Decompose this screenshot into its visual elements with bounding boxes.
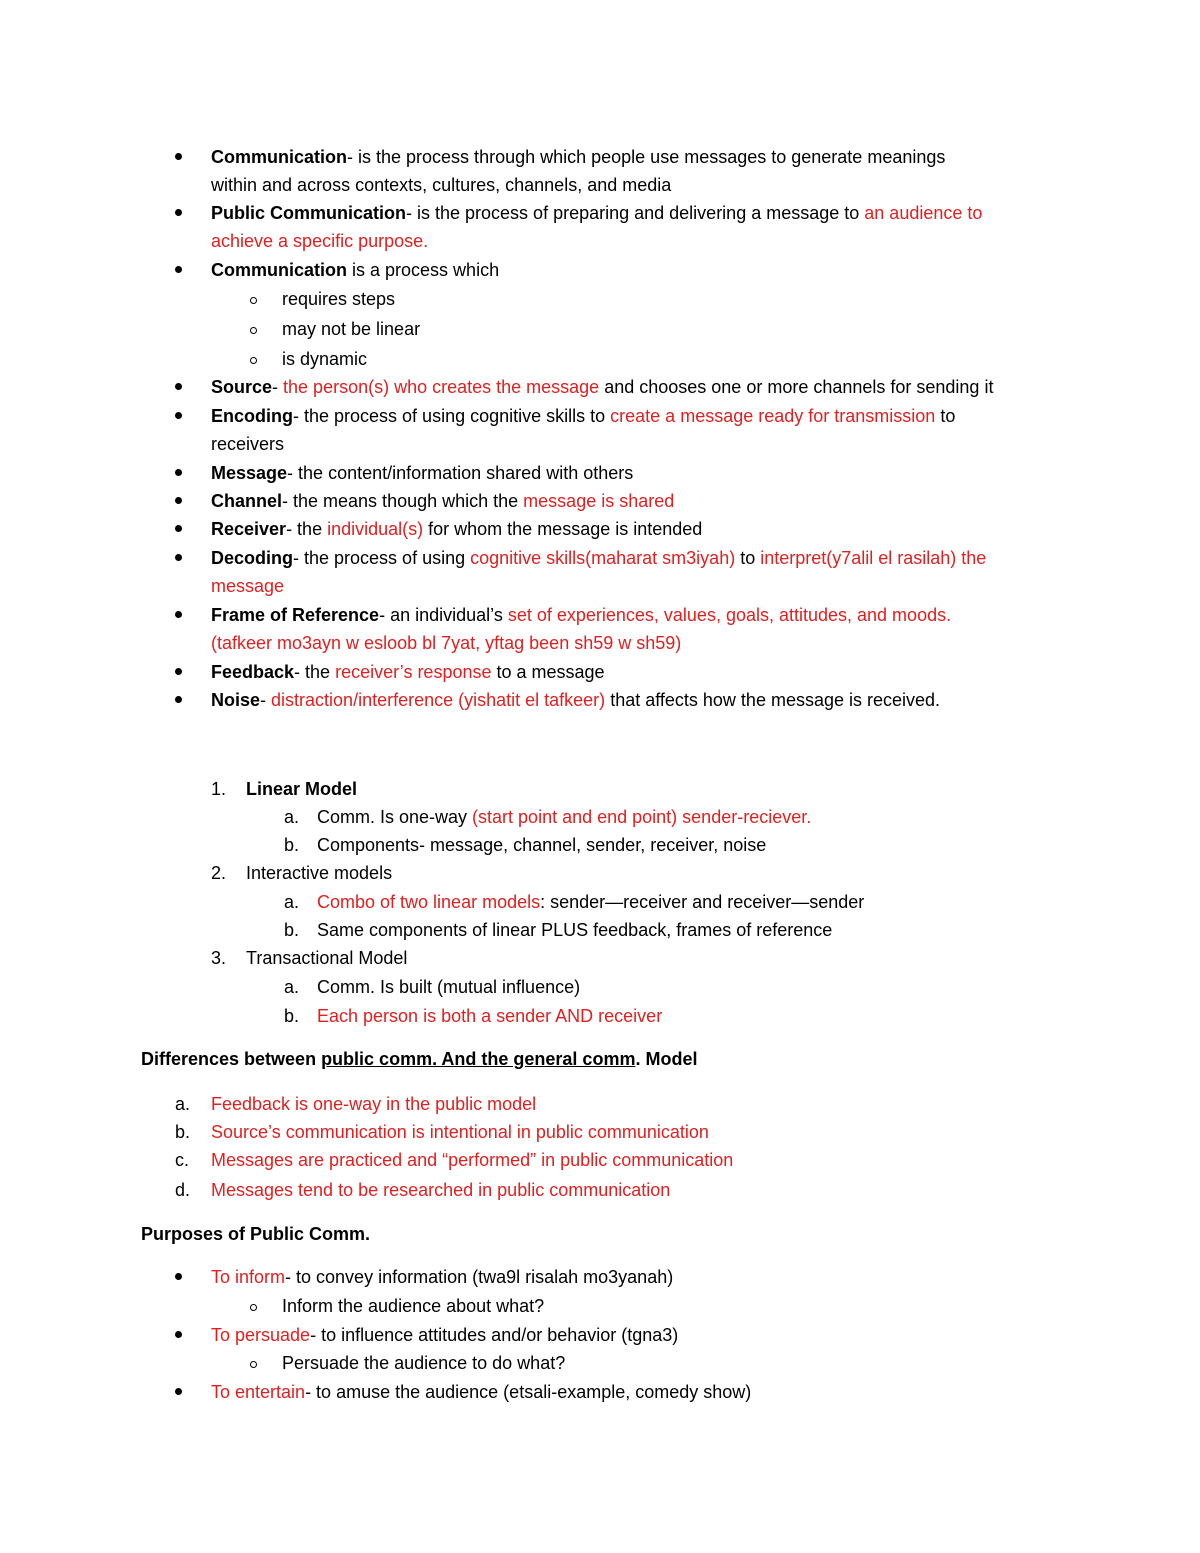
text-run: : sender—receiver and receiver—sender — [540, 892, 865, 912]
text-run: the person(s) who creates the message — [283, 377, 600, 397]
circle-bullet-icon — [250, 1361, 257, 1368]
sub-list-item — [282, 347, 367, 375]
list-item — [211, 145, 945, 173]
differences-heading — [141, 1047, 697, 1075]
text-run: Inform the audience about what? — [282, 1296, 545, 1316]
text-run: Frame of Reference — [211, 605, 380, 625]
list-marker: a. — [284, 807, 300, 827]
text-run: To entertain — [211, 1382, 306, 1402]
purpose-sub-item — [282, 1351, 565, 1379]
bullet-icon — [175, 412, 182, 419]
list-marker: b. — [284, 920, 300, 940]
text-run: Channel — [211, 491, 283, 511]
bullet-icon — [175, 383, 182, 390]
text-run: Source’s communication is intentional in public communication — [211, 1122, 709, 1142]
list-marker: a. — [284, 977, 300, 997]
list-marker: b. — [284, 1006, 300, 1026]
list-marker: d. — [175, 1180, 191, 1200]
list-item-continuation — [211, 229, 428, 257]
text-run: to — [935, 406, 956, 426]
text-run: Linear Model — [246, 779, 358, 799]
text-run: . Model — [635, 1049, 698, 1069]
text-run: - the means though which the — [282, 491, 524, 511]
text-run: cognitive skills(maharat sm3iyah) — [470, 548, 736, 568]
text-run: and chooses one or more channels for sending it — [599, 377, 994, 397]
circle-bullet-icon — [250, 297, 257, 304]
text-run: Components- message, channel, sender, receiver, noise — [317, 835, 767, 855]
bullet-icon — [175, 209, 182, 216]
purpose-item — [211, 1380, 751, 1408]
text-run: requires steps — [282, 289, 396, 309]
text-run: for whom the message is intended — [423, 519, 703, 539]
text-run: Transactional Model — [246, 948, 408, 968]
text-run: to a message — [491, 662, 605, 682]
bullet-icon — [175, 611, 182, 618]
list-item — [211, 375, 993, 403]
model-detail — [317, 833, 766, 861]
list-marker: 2. — [211, 863, 227, 883]
text-run: (tafkeer mo3ayn w esloob bl 7yat, yftag been sh59 w sh59) — [211, 633, 682, 653]
list-item — [211, 258, 499, 286]
text-run: public comm. And the general comm — [321, 1049, 636, 1069]
text-run: Comm. Is built (mutual influence) — [317, 977, 581, 997]
text-run: Persuade the audience to do what? — [282, 1353, 566, 1373]
text-run: to — [735, 548, 761, 568]
text-run: Messages tend to be researched in public communication — [211, 1180, 671, 1200]
text-run: - the — [294, 662, 336, 682]
text-run: - the content/information shared with others — [287, 463, 634, 483]
text-run: Feedback — [211, 662, 295, 682]
list-item-continuation — [211, 432, 284, 460]
text-run: - is the process through which people use messages to generate meanings — [347, 147, 946, 167]
bullet-icon — [175, 525, 182, 532]
purpose-item — [211, 1265, 673, 1293]
text-run: Message — [211, 463, 288, 483]
difference-item — [211, 1148, 733, 1176]
text-run: To persuade — [211, 1325, 311, 1345]
list-marker: 3. — [211, 948, 227, 968]
bullet-icon — [175, 696, 182, 703]
text-run: - the process of using cognitive skills to — [293, 406, 611, 426]
bullet-icon — [175, 153, 182, 160]
list-item — [211, 201, 982, 229]
text-run: - — [272, 377, 284, 397]
purpose-sub-item — [282, 1294, 544, 1322]
sub-list-item — [282, 317, 420, 345]
circle-bullet-icon — [250, 327, 257, 334]
model-detail — [317, 1004, 662, 1032]
text-run: distraction/interference (yishatit el tafkeer) — [271, 690, 606, 710]
text-run: receivers — [211, 434, 285, 454]
model-detail — [317, 918, 832, 946]
model-title — [246, 946, 407, 974]
text-run: is dynamic — [282, 349, 368, 369]
text-run: set of experiences, values, goals, attitudes, and moods. — [507, 605, 952, 625]
circle-bullet-icon — [250, 357, 257, 364]
text-run: Public Communication — [211, 203, 407, 223]
list-item — [211, 489, 674, 517]
text-run: receiver’s response — [335, 662, 492, 682]
text-run: (start point and end point) sender-reciever. — [472, 807, 812, 827]
text-run: Communication — [211, 260, 348, 280]
bullet-icon — [175, 1388, 182, 1395]
list-item-continuation — [211, 631, 681, 659]
text-run: - to amuse the audience (etsali-example, comedy show) — [305, 1382, 752, 1402]
text-run: within and across contexts, cultures, channels, and media — [211, 175, 672, 195]
text-run: Comm. Is one-way — [317, 807, 473, 827]
text-run: message — [211, 576, 285, 596]
text-run: may not be linear — [282, 319, 421, 339]
text-run: achieve a specific purpose. — [211, 231, 429, 251]
bullet-icon — [175, 266, 182, 273]
text-run: Noise — [211, 690, 261, 710]
text-run: - to influence attitudes and/or behavior (tgna3) — [310, 1325, 679, 1345]
text-run: that affects how the message is received. — [605, 690, 941, 710]
list-marker: a. — [284, 892, 300, 912]
bullet-icon — [175, 1331, 182, 1338]
bullet-icon — [175, 668, 182, 675]
text-run: - — [260, 690, 272, 710]
circle-bullet-icon — [250, 1304, 257, 1311]
text-run: Differences between — [141, 1049, 322, 1069]
difference-item — [211, 1092, 536, 1120]
model-detail — [317, 975, 580, 1003]
purpose-item — [211, 1323, 678, 1351]
difference-item — [211, 1178, 670, 1206]
list-item-continuation — [211, 574, 284, 602]
list-marker: a. — [175, 1094, 191, 1114]
list-marker: b. — [175, 1122, 191, 1142]
model-detail — [317, 890, 864, 918]
text-run: message is shared — [523, 491, 675, 511]
list-item — [211, 517, 702, 545]
purposes-heading — [141, 1222, 370, 1250]
text-run: is a process which — [347, 260, 500, 280]
model-title — [246, 777, 357, 805]
text-run: - the process of using — [293, 548, 471, 568]
text-run: individual(s) — [327, 519, 424, 539]
list-item-continuation — [211, 173, 671, 201]
bullet-icon — [175, 1273, 182, 1280]
text-run: Encoding — [211, 406, 293, 426]
text-run: - an individual’s — [379, 605, 508, 625]
sub-list-item — [282, 287, 395, 315]
list-item — [211, 461, 633, 489]
list-item — [211, 688, 940, 716]
text-run: Receiver — [211, 519, 287, 539]
text-run: Same components of linear PLUS feedback, frames of reference — [317, 920, 833, 940]
list-marker: 1. — [211, 779, 227, 799]
text-run: Combo of two linear models — [317, 892, 541, 912]
text-run: Communication — [211, 147, 348, 167]
model-title — [246, 861, 392, 889]
text-run: To inform — [211, 1267, 286, 1287]
list-marker: c. — [175, 1150, 190, 1170]
model-detail — [317, 805, 811, 833]
text-run: Purposes of Public Comm. — [141, 1224, 371, 1244]
bullet-icon — [175, 554, 182, 561]
text-run: interpret(y7alil el rasilah) the — [760, 548, 987, 568]
list-item — [211, 603, 951, 631]
difference-item — [211, 1120, 709, 1148]
text-run: Messages are practiced and “performed” in public communication — [211, 1150, 734, 1170]
list-item — [211, 404, 955, 432]
text-run: an audience to — [864, 203, 983, 223]
bullet-icon — [175, 469, 182, 476]
text-run: - to convey information (twa9l risalah mo3yanah) — [285, 1267, 674, 1287]
list-item — [211, 546, 986, 574]
text-run: Interactive models — [246, 863, 393, 883]
list-marker: b. — [284, 835, 300, 855]
text-run: Decoding — [211, 548, 294, 568]
list-item — [211, 660, 605, 688]
text-run: Source — [211, 377, 273, 397]
text-run: - is the process of preparing and delivering a message to — [406, 203, 865, 223]
bullet-icon — [175, 497, 182, 504]
text-run: create a message ready for transmission — [610, 406, 936, 426]
text-run: - the — [286, 519, 328, 539]
text-run: Each person is both a sender AND receiver — [317, 1006, 663, 1026]
text-run: Feedback is one-way in the public model — [211, 1094, 537, 1114]
